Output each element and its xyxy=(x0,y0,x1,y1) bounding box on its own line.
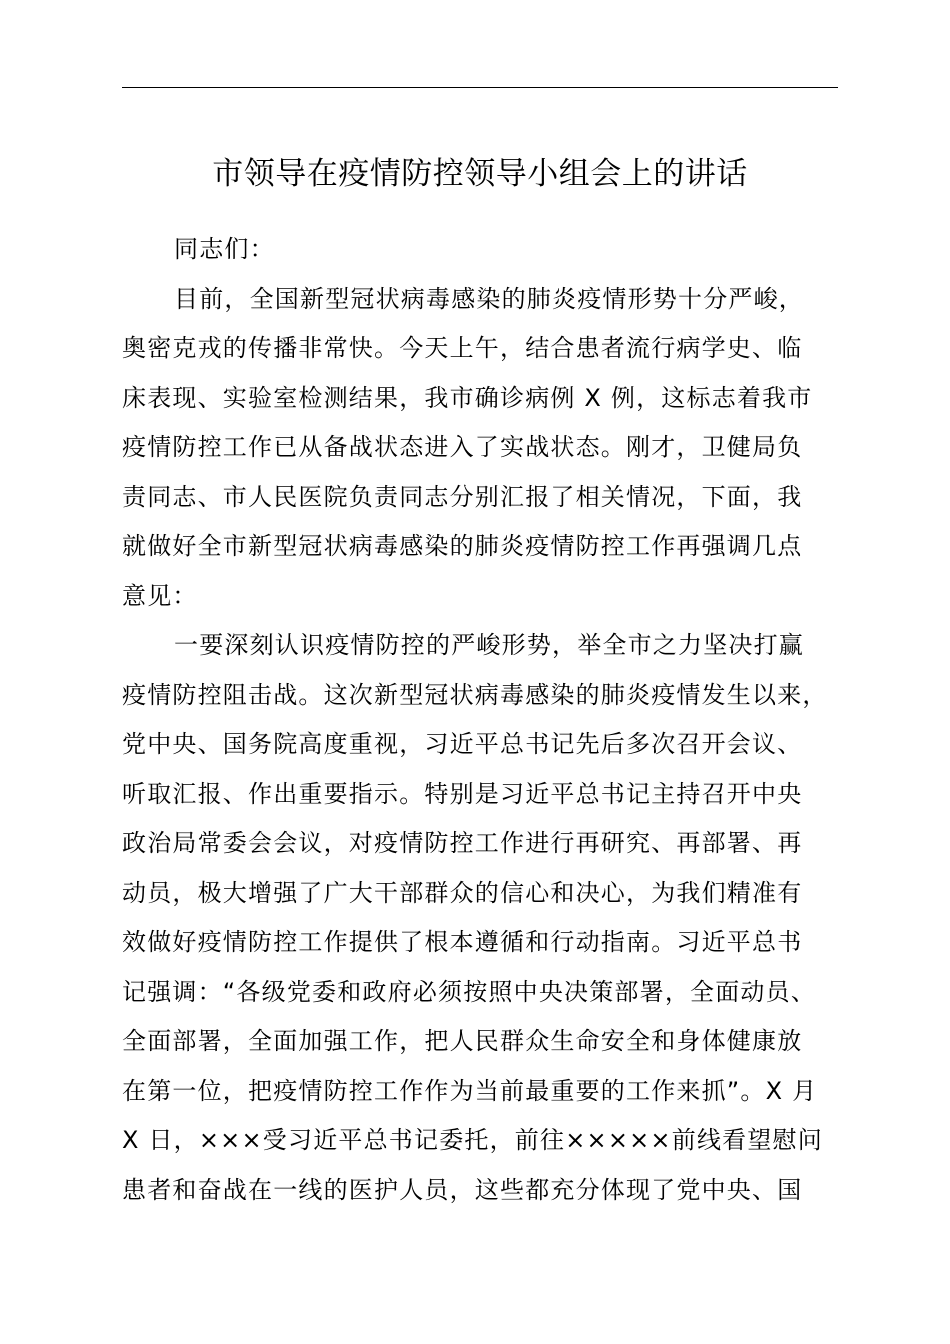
paragraph-2-line: 患者和奋战在一线的医护人员，这些都充分体现了党中央、国 xyxy=(122,1175,803,1204)
paragraph-2-line: 记强调：“各级党委和政府必须按照中央决策部署，全面动员、 xyxy=(122,977,817,1006)
paragraph-2-line: 听取汇报、作出重要指示。特别是习近平总书记主持召开中央 xyxy=(122,779,803,808)
paragraph-2-line: 疫情防控阻击战。这次新型冠状病毒感染的肺炎疫情发生以来， xyxy=(122,680,828,709)
paragraph-1-line: 床表现、实验室检测结果，我市确诊病例 X 例，这标志着我市 xyxy=(122,383,813,412)
header-rule xyxy=(122,87,838,88)
document-body xyxy=(122,225,838,1215)
paragraph-1-line: 疫情防控工作已从备战状态进入了实战状态。刚才，卫健局负 xyxy=(122,433,803,461)
salutation-line: 同志们： xyxy=(174,235,275,263)
paragraph-2-line: X 日，×××受习近平总书记委托，前往×××××前线看望慰问 xyxy=(122,1126,823,1154)
paragraph-2-line: 在第一位，把疫情防控工作作为当前最重要的工作来抓”。X 月 xyxy=(122,1076,818,1105)
paragraph-2-line: 党中央、国务院高度重视，习近平总书记先后多次召开会议、 xyxy=(122,730,803,758)
paragraph-1-line: 奥密克戎的传播非常快。今天上午，结合患者流行病学史、临 xyxy=(122,334,803,362)
paragraph-2-line: 全面部署，全面加强工作，把人民群众生命安全和身体健康放 xyxy=(122,1027,803,1055)
paragraph-1-line: 就做好全市新型冠状病毒感染的肺炎疫情防控工作再强调几点 xyxy=(122,532,803,560)
paragraph-2-line: 一要深刻认识疫情防控的严峻形势，举全市之力坚决打赢 xyxy=(174,631,804,659)
paragraph-1-line: 责同志、市人民医院负责同志分别汇报了相关情况，下面，我 xyxy=(122,482,803,511)
page-title: 市领导在疫情防控领导小组会上的讲话 xyxy=(212,156,748,192)
paragraph-2-line: 动员，极大增强了广大干部群众的信心和决心，为我们精准有 xyxy=(122,878,803,907)
paragraph-2-line: 效做好疫情防控工作提供了根本遵循和行动指南。习近平总书 xyxy=(122,928,803,956)
paragraph-1-line: 目前，全国新型冠状病毒感染的肺炎疫情形势十分严峻， xyxy=(174,284,804,313)
paragraph-2-line: 政治局常委会会议，对疫情防控工作进行再研究、再部署、再 xyxy=(122,829,803,857)
paragraph-1-line: 意见： xyxy=(122,581,198,610)
